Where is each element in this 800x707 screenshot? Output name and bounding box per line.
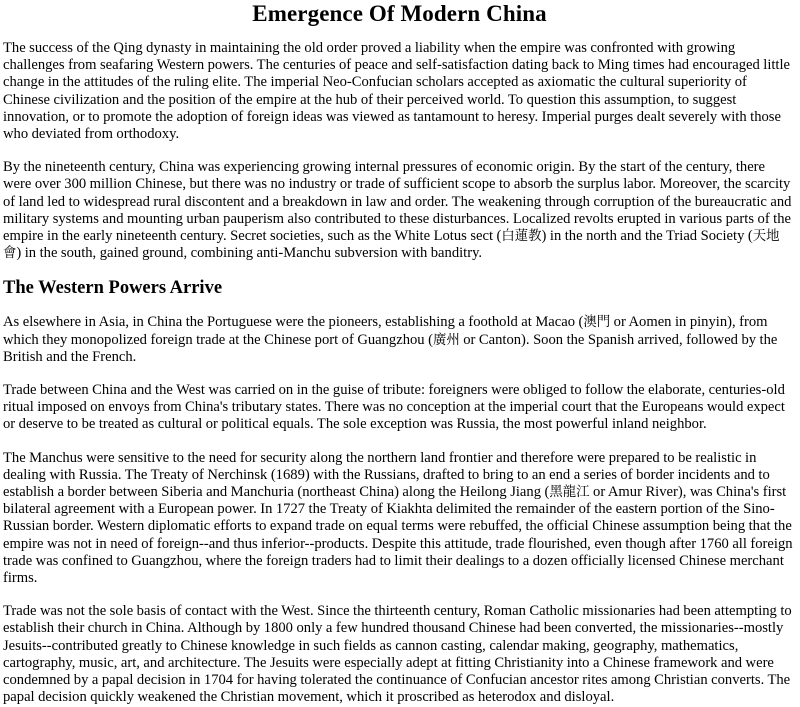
paragraph-tribute-trade xyxy=(3,382,796,434)
paragraph-nineteenth-century xyxy=(3,159,796,262)
paragraph-text: The success of the Qing dynasty in maintaining the old order proved a liability when the empire was confronted with growing challenges from seafaring Western powers. The centuries of peace and self-satisfaction dating back to Ming times had encouraged little change in the attitudes of the ruling elite. The imperial Neo-Confucian scholars accepted as axiomatic the cultural superiority of Chinese civilization and the position of the empire at the hub of their perceived world. To question this assumption, to suggest innovation, or to promote the adoption of foreign ideas was viewed as tantamount to heresy. Imperial purges dealt severely with those who deviated from orthodoxy. xyxy=(3,40,791,143)
paragraph-missionaries xyxy=(3,603,796,706)
paragraph-text: Trade was not the sole basis of contact with the West. Since the thirteenth century, Roman Catholic missionaries had been attempting to establish their church in China. Although by 1800 only a few hundred thousand Chinese had been converted, the missionaries--mostly Jesuits--contributed greatly to Chinese knowledge in such fields as cannon casting, calendar making, geography, mathematics, cartography, music, art, and architecture. The Jesuits were especially adept at fitting Christianity into a Chinese framework and were condemned by a papal decision in 1704 for having tolerated the continuance of Confucian ancestor rites among Christian converts. The papal decision quickly weakened the Christian movement, which it proscribed as heterodox and disloyal. xyxy=(3,603,792,706)
chinese-guangzhou: 廣州 xyxy=(432,332,460,348)
paragraph-text-part-2: or Aomen in pinyin), from which they monopolized foreign trade at the Chinese port of Guangzhou ( xyxy=(3,314,768,348)
paragraph-text-part-1: By the nineteenth century, China was experiencing growing internal pressures of economic origin. By the start of the century, there were over 300 million Chinese, but there was no industry or trade of sufficient scope to absorb the surplus labor. Moreover, the scarcity of land led to widespread rural discontent and a breakdown in law and order. The weakening through corruption of the bureaucratic and military systems and mounting urban pauperism also contributed to these disturbances. Localized revolts erupted in various parts of the empire in the early nineteenth century. Secret societies, such as the White Lotus sect ( xyxy=(3,159,792,245)
paragraph-manchus-russia xyxy=(3,450,796,588)
page-title: Emergence Of Modern China xyxy=(252,1,547,26)
paragraph-text-part-2: or Amur River), was China's first bilateral agreement with a European power. In 1727 the Treaty of Kiakhta delimited the remainder of the eastern portion of the Sino-Russian border. Western diplomatic efforts to expand trade on equal terms were rebuffed, the official Chinese assumption being that the empire was not in need of foreign--and thus inferior--products. Despite this attitude, trade flourished, even though after 1760 all foreign trade was confined to Guangzhou, where the foreign traders had to limit their dealings to a dozen officially licensed Chinese merchant firms. xyxy=(3,484,793,587)
chinese-triad-society: 天地會 xyxy=(3,229,780,262)
paragraph-text-part-2: ) in the north and the Triad Society ( xyxy=(541,228,753,245)
paragraph-text-part-3: ) in the south, gained ground, combining anti-Manchu subversion with banditry. xyxy=(16,245,483,262)
section-heading-western-powers: The Western Powers Arrive xyxy=(3,278,223,299)
document-page xyxy=(0,1,800,707)
chinese-heilong-jiang: 黑龍江 xyxy=(549,485,590,501)
title-spacer xyxy=(3,27,796,40)
paragraph-text: Trade between China and the West was carried on in the guise of tribute: foreigners were obliged to follow the elaborate, centuries-old ritual imposed on envoys from China's tributary states. There was no conception at the imperial court that the Europeans would expect or deserve to be treated as cultural or political equals. The sole exception was Russia, the most powerful inland neighbor. xyxy=(3,382,785,433)
chinese-white-lotus-sect: 白蓮教 xyxy=(501,229,542,245)
paragraph-text-part-1: As elsewhere in Asia, in China the Portuguese were the pioneers, establishing a foothold at Macao ( xyxy=(3,314,584,331)
paragraph-qing-dynasty xyxy=(3,40,796,143)
paragraph-portuguese-pioneers xyxy=(3,314,796,366)
chinese-macao: 澳門 xyxy=(583,315,611,331)
paragraph-text-part-3: or Canton). Soon the Spanish arrived, followed by the British and the French. xyxy=(3,331,778,365)
paragraph-text-part-1: The Manchus were sensitive to the need for security along the northern land frontier and therefore were prepared to be realistic in dealing with Russia. The Treaty of Nerchinsk (1689) with the Russians, drafted to bring to an end a series of border incidents and to establish a border between Siberia and Manchuria (northeast China) along the Heilong Jiang ( xyxy=(3,449,770,501)
